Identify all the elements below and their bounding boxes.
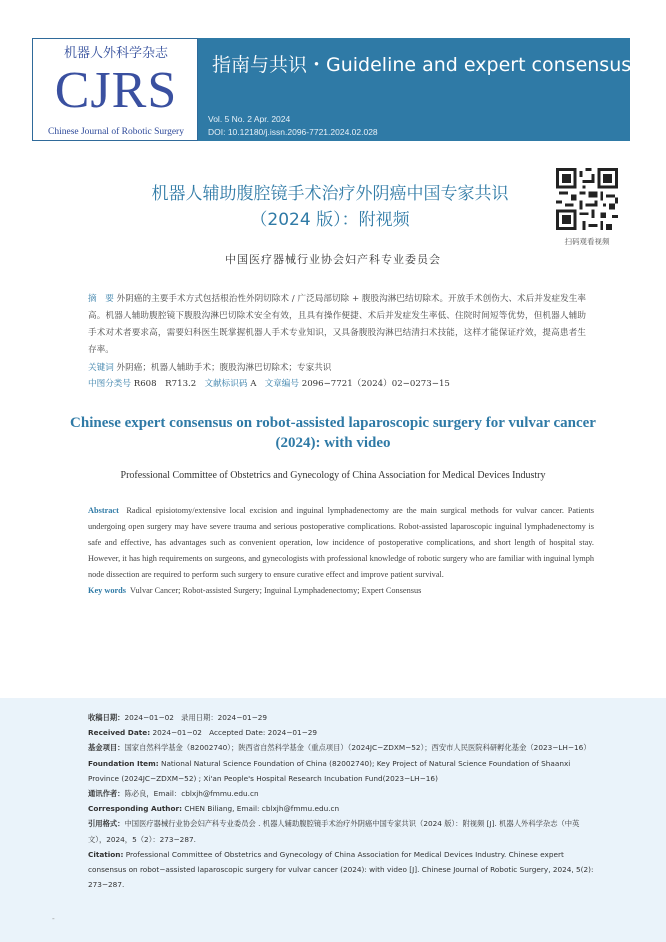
title-cn-line1: 机器人辅助腹腔镜手术治疗外阴癌中国专家共识	[151, 184, 509, 204]
cite-cn	[88, 816, 594, 846]
abstract-cn-body	[88, 291, 586, 359]
clc-value: R608 R713.2	[133, 379, 197, 389]
journal-header	[32, 38, 630, 141]
corr-en	[88, 801, 594, 816]
received-cn-label: 收稿日期：	[88, 713, 125, 722]
cite-en-text: Professional Committee of Obstetrics and Gynecology of China Association for Medical Devices Industry. Chinese expert consensus on robot−assisted laparoscopic surgery for vulvar cancer (2024): with video [J]. Chinese Journal of Robotic Surgery, 2024, 5(2): 273−287.	[88, 849, 594, 890]
article-no-value: 2096−7721（2024）02−0273−15	[301, 379, 450, 389]
fund-cn	[88, 740, 594, 755]
author-org-en: Professional Committee of Obstetrics and Gynecology of China Association for Medical Devices Industry	[120, 470, 546, 481]
classification-line	[88, 377, 450, 389]
volume-info: Vol. 5 No. 2 Apr. 2024	[208, 114, 291, 124]
abstract-cn-label: 摘 要	[88, 294, 114, 304]
doc-code-value: A	[250, 379, 257, 389]
fund-cn-label: 基金项目：	[88, 743, 125, 753]
section-title: 指南与共识・Guideline and expert consensus	[212, 54, 632, 76]
abstract-en-label: Abstract	[88, 506, 119, 515]
journal-abbr: CJRS	[54, 62, 178, 119]
fund-cn-text: 国家自然科学基金（82002740）；陕西省自然科学基金（重点项目）（2024JC−ZDXM−52）；西安市人民医院科研孵化基金（2023−LH−16）	[124, 743, 591, 753]
qr-caption: 扫码观看视频	[564, 237, 610, 246]
cite-cn-text: 中国医疗器械行业协会妇产科专业委员会 . 机器人辅助腹腔镜手术治疗外阴癌中国专家共识（2024 版）：附视频 [J]. 机器人外科学杂志（中英文），2024，5（2）：273−287.	[88, 819, 580, 844]
received-cn-text: 2024−01−02 录用日期：2024−01−29	[124, 713, 268, 722]
keywords-cn-label: 关键词	[88, 363, 114, 373]
title-cn-line2: （2024 版）：附视频	[250, 210, 410, 230]
qr-code-icon[interactable]	[556, 168, 618, 230]
keywords-cn-text: 外阴癌；机器人辅助手术；腹股沟淋巴切除术；专家共识	[116, 363, 332, 373]
received-cn	[88, 710, 594, 725]
cite-en-label: Citation:	[88, 849, 124, 859]
journal-name-en: Chinese Journal of Robotic Surgery	[48, 127, 184, 137]
corr-cn-text: 陈必良，Email：cblxjh@fmmu.edu.cn	[124, 789, 259, 799]
abstract-cn	[88, 291, 586, 359]
fund-en	[88, 756, 594, 786]
keywords-en-label: Key words	[88, 586, 127, 595]
doi: DOI: 10.12180/j.issn.2096-7721.2024.02.028	[208, 127, 378, 137]
corr-en-text: CHEN Biliang, Email: cblxjh@fmmu.edu.cn	[184, 804, 340, 814]
footnotes	[88, 710, 594, 892]
fund-en-label: Foundation Item:	[88, 758, 159, 768]
corr-en-label: Corresponding Author:	[88, 804, 183, 814]
abstract-en	[88, 503, 594, 599]
received-en	[88, 725, 594, 740]
journal-name-cn: 机器人外科学杂志	[63, 46, 168, 61]
abstract-cn-text: 外阴癌的主要手术方式包括根治性外阴切除术 / 广泛局部切除 + 腹股沟淋巴结切除术。开放手术创伤大、术后并发症发生率高。机器人辅助腹腔镜下腹股沟淋巴切除术安全有效，且具有操作便捷、术后并发症发生率低、住院时间短等优势，但机器人辅助手术对术者要求高，需要妇科医生既掌握机器人手术专业知识，又具备腹股沟淋巴结清扫术技能，这样才能保证疗效，提高患者生存率。	[88, 294, 586, 355]
abstract-en-body	[88, 503, 594, 583]
corr-cn	[88, 786, 594, 801]
corr-cn-label: 通讯作者：	[88, 789, 125, 799]
abstract-en-text: Radical episiotomy/extensive local excision and inguinal lymphadenectomy are the main surgical methods for vulvar cancer. Patients undergoing open surgery may have severe trauma and serious postoperative complications. Robot-assisted laparoscopic inguinal lymphadenectomy is safe and effective, has advantages such as convenient operation, low incidence of postoperative complications, and short length of hospital stay. However, it has high requirements on surgeons, and gynecologists with professional knowledge of robotic surgery who are familiar with inguinal lymph node dissection are required to perform such surgery to ensure curative effect and improve patient survival.	[88, 506, 594, 579]
page-marker: -	[52, 914, 55, 923]
keywords-en	[88, 583, 594, 599]
keywords-en-text: Vulvar Cancer; Robot-assisted Surgery; Inguinal Lymphadenectomy; Expert Consensus	[130, 586, 422, 595]
author-org-cn: 中国医疗器械行业协会妇产科专业委员会	[225, 253, 441, 266]
received-en-label: Received Date:	[88, 728, 151, 738]
fund-en-text: National Natural Science Foundation of China (82002740); Key Project of Natural Science Foundation of Shaanxi Province (2024JC−ZDXM−52) ; Xi'an People's Hospital Research Incubation Fund(2023−LH−16)	[88, 758, 571, 783]
keywords-cn	[88, 360, 586, 377]
doc-code-label: 文献标识码	[204, 379, 248, 389]
article-title-en: Chinese expert consensus on robot-assisted laparoscopic surgery for vulvar cancer (2024): with video	[70, 415, 596, 451]
cite-en	[88, 847, 594, 893]
section-band	[198, 38, 630, 141]
article-title-cn	[100, 181, 560, 233]
clc-label: 中图分类号	[88, 379, 131, 389]
cite-cn-label: 引用格式：	[88, 819, 125, 829]
article-no-label: 文章编号	[264, 379, 299, 389]
received-en-text: 2024−01−02 Accepted Date: 2024−01−29	[152, 728, 318, 738]
journal-logo	[32, 38, 198, 141]
